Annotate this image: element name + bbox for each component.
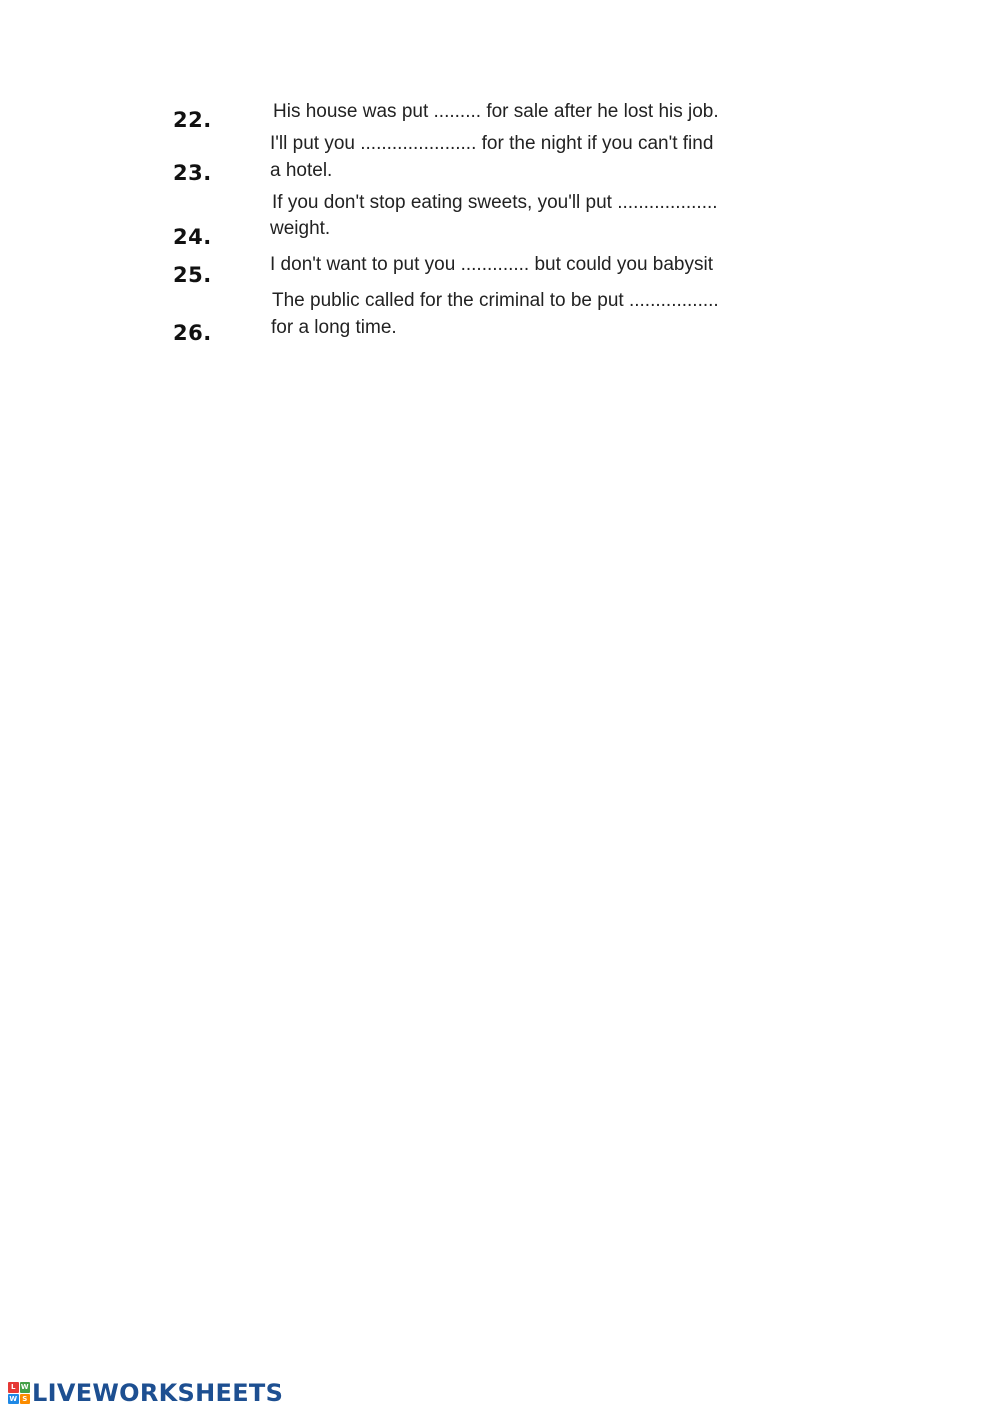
item-22-line-1: His house was put ......... for sale after he lost his job. — [273, 101, 719, 122]
item-24-line-2: weight. — [270, 218, 331, 239]
logo-tile: W — [9, 1394, 18, 1403]
item-number-22: 22. — [173, 108, 212, 132]
item-number-23: 23. — [173, 161, 212, 185]
item-24-line-1: If you don't stop eating sweets, you'll put ................... — [272, 192, 718, 213]
item-number-25: 25. — [173, 263, 212, 287]
item-26-line-2: for a long time. — [271, 317, 397, 338]
item-number-26: 26. — [173, 321, 212, 345]
item-26-line-1: The public called for the criminal to be put ................. — [272, 290, 719, 311]
logo-tile: S — [20, 1394, 31, 1405]
logo-tile: W — [20, 1383, 29, 1392]
item-number-24: 24. — [173, 225, 212, 249]
liveworksheets-brand: LIVEWORKSHEETS — [32, 1379, 284, 1407]
logo-tile: L — [8, 1382, 19, 1393]
item-23-line-2: a hotel. — [270, 160, 333, 181]
item-25-line-1: I don't want to put you ............. but could you babysit — [270, 254, 713, 275]
liveworksheets-footer — [8, 1379, 283, 1407]
liveworksheets-logo-icon — [8, 1382, 30, 1404]
item-23-line-1: I'll put you ...................... for the night if you can't find — [270, 133, 714, 154]
